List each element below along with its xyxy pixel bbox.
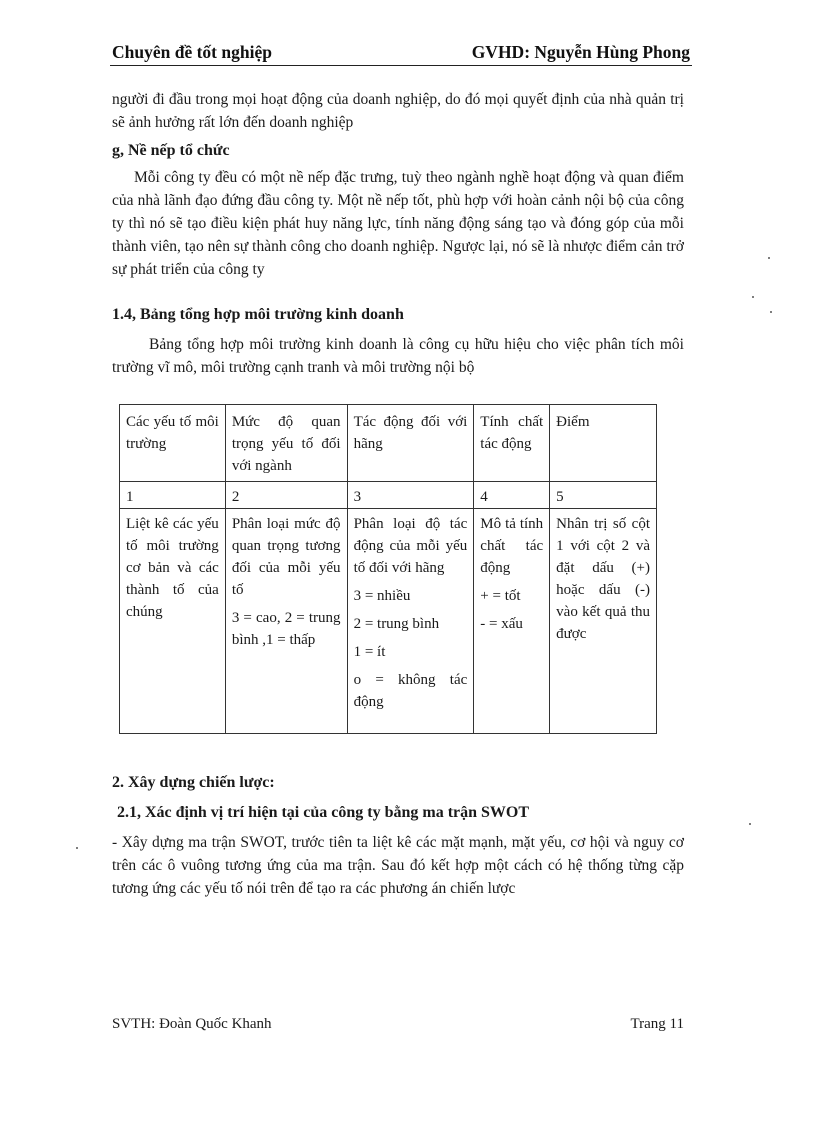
table-body-row [120, 509, 657, 734]
business-environment-table [119, 404, 657, 734]
section-21-heading: 2.1, Xác định vị trí hiện tại của công ty bằng ma trận SWOT [117, 804, 530, 821]
section-g-body: Mỗi công ty đều có một nề nếp đặc trưng, tuỳ theo ngành nghề hoạt động và quan điểm của nhà lãnh đạo đứng đầu công ty. Một nề nếp tốt, phù hợp với hoàn cảnh nội bộ của công ty thì nó sẽ tạo điều kiện phát huy năng lực, tính năng động sáng tạo và đóng góp của mỗi thành viên, tạo nên sự thành công cho doanh nghiệp. Ngược lại, nó sẽ là nhược điểm cản trở sự phát triển của công ty [112, 169, 684, 278]
table-header-cell: Tính chất tác động [474, 405, 550, 482]
col3-value-1: 1 = ít [353, 644, 386, 660]
section-14-heading: 1.4, Bảng tổng hợp môi trường kinh doanh [112, 306, 404, 323]
section-g-heading: g, Nề nếp tổ chức [112, 142, 230, 159]
table-number-cell: 5 [550, 482, 657, 509]
section-2-heading: 2. Xây dựng chiến lược: [112, 774, 275, 791]
scan-speck [749, 823, 751, 825]
table-header-cell: Điểm [550, 405, 657, 482]
section-14-body: Bảng tổng hợp môi trường kinh doanh là công cụ hữu hiệu cho việc phân tích môi trường vĩ mô, môi trường cạnh tranh và môi trường nội bộ [112, 336, 684, 376]
table-header-cell: Các yếu tố môi trường [120, 405, 226, 482]
col2-desc: Phân loại mức độ quan trọng tương đối của mỗi yếu tố [231, 516, 341, 598]
section-2-body: - Xây dựng ma trận SWOT, trước tiên ta liệt kê các mặt mạnh, mặt yếu, cơ hội và nguy cơ trên các ô vuông tương ứng của ma trận. Sau đó kết hợp một cách có hệ thống từng cặp tương ứng các yếu tố nói trên để tạo ra các phương án chiến lược [112, 834, 684, 897]
header-rule [110, 65, 692, 66]
col2-scale: 3 = cao, 2 = trung bình ,1 = thấp [231, 610, 341, 648]
col3-desc: Phân loại độ tác động của mỗi yếu tố đối với hãng [353, 516, 468, 576]
table-cell-col5: Nhân trị số cột 1 với cột 2 và đặt dấu (+) hoặc dấu (-) vào kết quả thu được [550, 509, 657, 734]
page-header [112, 42, 690, 63]
scan-speck [768, 257, 770, 259]
scan-speck [752, 296, 754, 298]
col4-good: + = tốt [480, 588, 521, 604]
intro-paragraph: người đi đầu trong mọi hoạt động của doanh nghiệp, do đó mọi quyết định của nhà quản trị sẽ ảnh hưởng rất lớn đến doanh nghiệp [112, 91, 684, 131]
footer-left: SVTH: Đoàn Quốc Khanh [112, 1016, 272, 1032]
table-number-cell: 4 [474, 482, 550, 509]
table-header-cell: Mức độ quan trọng yếu tố đối với ngành [225, 405, 347, 482]
header-right: GVHD: Nguyễn Hùng Phong [471, 42, 690, 62]
col3-value-0: o = không tác động [353, 672, 468, 710]
scan-speck [76, 847, 78, 849]
table-cell-col1: Liệt kê các yếu tố môi trường cơ bản và các thành tố của chúng [120, 509, 226, 734]
table-cell-col4 [474, 509, 550, 734]
scan-speck [770, 311, 772, 313]
page-footer [112, 1016, 684, 1033]
col4-desc: Mô tả tính chất tác động [480, 516, 544, 576]
header-left: Chuyên đề tốt nghiệp [112, 42, 272, 62]
col3-value-2: 2 = trung bình [353, 616, 440, 632]
table-header-cell: Tác động đối với hãng [347, 405, 474, 482]
table-header-row [120, 405, 657, 482]
table-number-row [120, 482, 657, 509]
table-number-cell: 2 [225, 482, 347, 509]
table-number-cell: 3 [347, 482, 474, 509]
table-cell-col2 [225, 509, 347, 734]
col3-value-3: 3 = nhiều [353, 588, 411, 604]
col4-bad: - = xấu [480, 616, 523, 632]
table-cell-col3 [347, 509, 474, 734]
table-number-cell: 1 [120, 482, 226, 509]
footer-right: Trang 11 [630, 1016, 684, 1032]
